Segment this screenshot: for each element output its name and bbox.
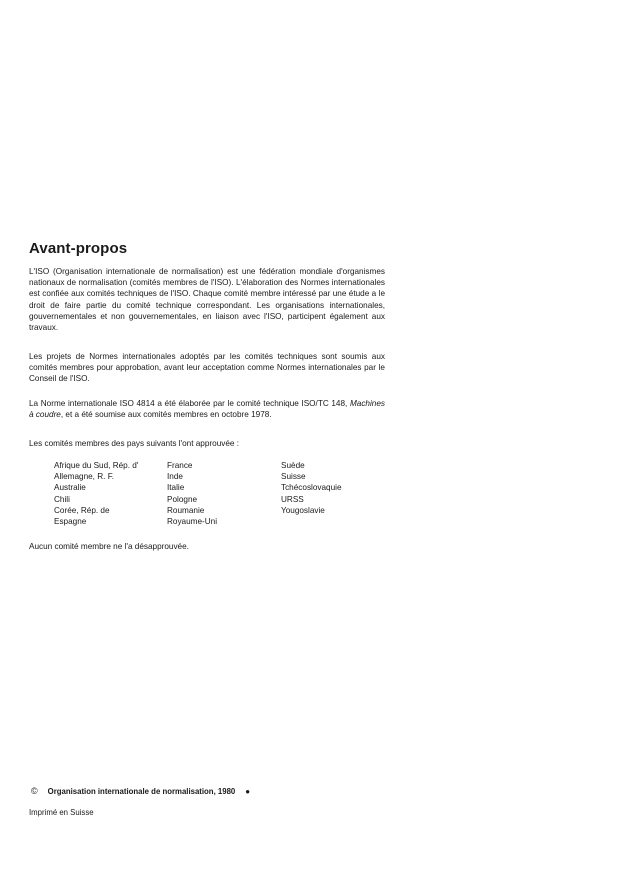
member-country: Yougoslavie (281, 505, 325, 515)
member-country: Royaume-Uni (167, 517, 218, 527)
member-list-column-1 (54, 460, 138, 527)
member-country: Pologne (167, 494, 198, 504)
member-country: Suède (281, 461, 305, 470)
standard-origin-text-1: La Norme internationale ISO 4814 a été élaborée par le comité technique ISO/TC 148, (29, 399, 350, 408)
printed-in-note: Imprimé en Suisse (29, 808, 94, 817)
paragraph-no-disapproval: Aucun comité membre ne l'a désapprouvée. (29, 542, 189, 551)
member-country: Espagne (54, 517, 87, 527)
standard-origin-text-2: , et a été soumise aux comités membres en octobre 1978. (60, 410, 272, 420)
member-country: Tchécoslovaquie (281, 483, 342, 493)
copyright-text: Organisation internationale de normalisation, 1980 (47, 786, 236, 796)
member-country: France (167, 461, 193, 470)
member-country: Italie (167, 483, 185, 493)
paragraph-approval-process: Les projets de Normes internationales adoptés par les comités techniques sont soumis aux comités membres pour approbation, avant leur acceptation comme Normes internationales par le Conseil de l'ISO. (29, 352, 385, 384)
member-list-column-3 (281, 460, 342, 516)
section-heading: Avant-propos (29, 240, 128, 257)
member-country: Roumanie (167, 505, 205, 515)
member-list-column-2 (167, 460, 217, 527)
member-country: Chili (54, 494, 70, 504)
committee-title: Machines à coudre (29, 399, 385, 420)
member-country: URSS (281, 494, 304, 504)
bullet-icon: ● (245, 786, 251, 796)
copyright-line (31, 786, 250, 796)
member-country: Inde (167, 472, 183, 482)
member-country: Corée, Rép. de (54, 505, 110, 515)
member-country: Afrique du Sud, Rép. d' (54, 461, 139, 470)
paragraph-iso-intro: L'ISO (Organisation internationale de normalisation) est une fédération mondiale d'organismes nationaux de normalisation (comités membres de l'ISO). L'élaboration des Normes internationales est confiée aux comités techniques de l'ISO. Chaque comité membre intéressé par une étude a le droit de faire partie du comité technique correspondant. Les organisations internationales, gouvernementales et non gouvernementales, en liaison avec l'ISO, participent également aux travaux. (29, 267, 385, 333)
paragraph-standard-origin (29, 398, 385, 420)
member-country: Allemagne, R. F. (54, 472, 115, 482)
member-country: Australie (54, 483, 86, 493)
paragraph-approving-members: Les comités membres des pays suivants l'ont approuvée : (29, 439, 239, 448)
member-country: Suisse (281, 472, 306, 482)
copyright-icon: © (31, 786, 38, 796)
